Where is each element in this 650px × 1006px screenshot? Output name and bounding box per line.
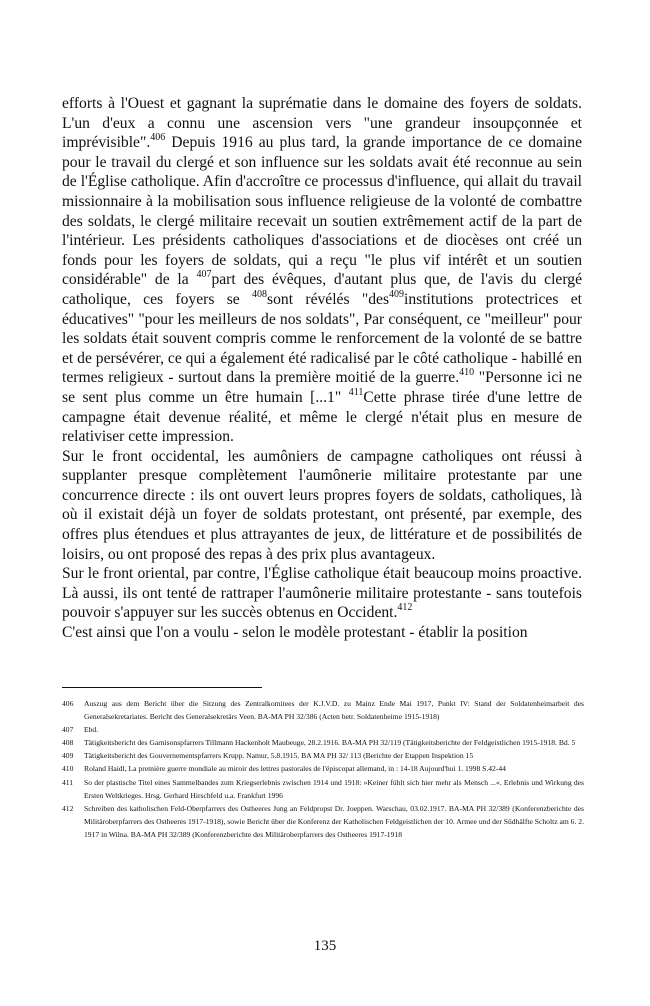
paragraph bbox=[62, 564, 582, 623]
footnote bbox=[62, 697, 584, 723]
footnote-text: Schreiben des katholischen Feld-Oberpfarrers des Ostheeres Jung an Feldpropst Dr. Joeppen. Warschau, 03.02.1917. BA-MA PH 32/389 (Konferenzberichte des Militäroberpfarrers des Ostheeres 1917-1918), sowie Bericht über die Konferenz der Katholischen Feldgeistlichen der 10. Armee und der Südhälfte Scholtz am 6. 2. 1917 in Wilna. BA-MA PH 32/389 (Konferenzberichte des Militäroberpfarrers des Ostheeres 1917-1918 bbox=[84, 803, 584, 839]
footnote bbox=[62, 762, 584, 775]
paragraph-text: institutions protectrices et éducatives" "pour les meilleurs de nos soldats", Par conséquent, ce "meilleur" pour les soldats était souvent compris comme le renforcement de la volonté de se battre et de persévérer, ce qui a également été radicalisé par le côté catholique - habillé en termes religieux - surtout dans la première moitié de la guerre. bbox=[62, 290, 582, 387]
footnote-reference[interactable]: 406 bbox=[150, 132, 166, 143]
footnotes bbox=[62, 697, 584, 841]
footnote bbox=[62, 749, 584, 762]
page-number: 135 bbox=[313, 938, 337, 954]
paragraph-text: sont révélés "des bbox=[267, 290, 390, 308]
footnote-number: 408 bbox=[62, 738, 74, 748]
footnote bbox=[62, 723, 584, 736]
footnote bbox=[62, 736, 584, 749]
footnote-text: Tätigkeitsbericht des Garnisonspfarrers Tillmann Hackenholt Maubeuge, 28.2.1916. BA-MA PH 32/119 (Tätigkeitsberichte der Feldgeistlichen 1915-1918. Bd. 5 bbox=[84, 738, 576, 748]
paragraph-text: Sur le front oriental, par contre, l'Église catholique était beaucoup moins proactive. Là aussi, ils ont tenté de rattraper l'aumônerie militaire protestante - sans toutefois pouvoir s'appuyer sur les succès obtenus en Occident. bbox=[62, 565, 582, 622]
paragraph bbox=[62, 94, 582, 447]
paragraph bbox=[62, 447, 582, 565]
paragraph-text: efforts à l'Ouest et gagnant la suprématie dans le domaine des foyers de soldats. L'un d'eux a connu une ascension vers "une grandeur insoupçonnée et imprévisible". bbox=[62, 95, 582, 152]
footnote-reference[interactable]: 411 bbox=[348, 386, 364, 398]
footnote-number: 411 bbox=[62, 777, 74, 787]
footnote-reference[interactable]: 410 bbox=[459, 367, 475, 379]
footnote-text: Tätigkeitsbericht des Gouvernementspfarrers Krupp. Namur, 5.8.1915. BA MA PH 32/ 113 (Berichte der Etappen Inspektion 15 bbox=[84, 751, 474, 761]
footnote bbox=[62, 802, 584, 841]
paragraph-text: Sur le front occidental, les aumôniers de campagne catholiques ont réussi à supplanter presque complètement l'aumônerie militaire protestante par une concurrence directe : ils ont ouvert leurs propres foyers de soldats, catholiques, là où il existait déjà un foyer de soldats protestant, ont présenté, par exemple, des offres plus étendues et plus attrayantes de jeux, de littérature et de possibilités de loisirs, ou ont proposé des repas à des prix plus avantageux. bbox=[62, 447, 582, 563]
paragraph-text: Cette phrase tirée d'une lettre de campagne était devenue réalité, et même le clergé n'était plus en mesure de relativiser cette impression. bbox=[62, 388, 582, 446]
footnote bbox=[62, 776, 584, 802]
paragraph-text: C'est ainsi que l'on a voulu - selon le modèle protestant - établir la position bbox=[62, 624, 528, 642]
footnote-text: Auszug aus dem Bericht über die Sitzung des Zentralkomitees der K.J.V.D. zu Mainz Ende Mai 1917, Punkt IV: Stand der Soldatenheimarbeit des Generalsekretariates. Bericht des Generalsekretärs Veen. BA-MA PH 32/386 (Acten betr. Soldatenheime 1915-1918) bbox=[84, 699, 584, 722]
footnote-reference[interactable]: 409 bbox=[389, 288, 405, 300]
footnote-number: 407 bbox=[62, 725, 74, 735]
footnote-reference[interactable]: 408 bbox=[252, 288, 268, 300]
paragraph-text: part des évêques, d'autant plus que, de l'avis du clergé catholique, ces foyers se bbox=[62, 271, 582, 308]
paragraph-text: Depuis 1916 au plus tard, la grande importance de ce domaine pour le travail du clergé et son influence sur les soldats avait été reconnue au sein de l'Église catholique. Afin d'accroître ce processus d'influence, qui allait du travail missionnaire à la mobilisation sous influence religieuse de la volonté de combattre des soldats, le clergé militaire recevait un soutien extrêmement actif de la part de l'intérieur. Les présidents catholiques d'associations et de diocèses ont créé un fonds pour les foyers de soldats, qui a reçu "le plus vif intérêt et un soutien considérable" de la bbox=[62, 134, 582, 289]
footnote-text: So der plastische Titel eines Sammelbandes zum Kriegserlebnis zwischen 1914 und 1918: »Keiner fühlt sich hier mehr als Mensch ...«. Erlebnis und Wirkung des Ersten Weltkrieges. Hrsg. Gerhard Hirschfeld u.a. Frankfurt 1996 bbox=[84, 777, 584, 800]
paragraph-text: "Personne ici ne se sent plus comme un être humain [...1" bbox=[62, 369, 582, 406]
body-text bbox=[62, 94, 582, 643]
footnote-reference[interactable]: 407 bbox=[196, 269, 212, 281]
footnote-text: Roland Haidl, La première guerre mondiale au miroir des lettres pastorales de l'épiscopat allemand, in : 14-18 Aujourd'hui 1. 1998 S.42-44 bbox=[84, 764, 506, 774]
footnote-reference[interactable]: 412 bbox=[397, 602, 413, 614]
footnote-number: 410 bbox=[62, 764, 74, 774]
paragraph bbox=[62, 623, 582, 643]
footnote-number: 409 bbox=[62, 751, 74, 761]
footnote-number: 412 bbox=[62, 803, 74, 813]
footnote-separator bbox=[62, 687, 262, 688]
footnote-number: 406 bbox=[62, 699, 74, 708]
footnote-text: Ebd. bbox=[84, 725, 99, 735]
